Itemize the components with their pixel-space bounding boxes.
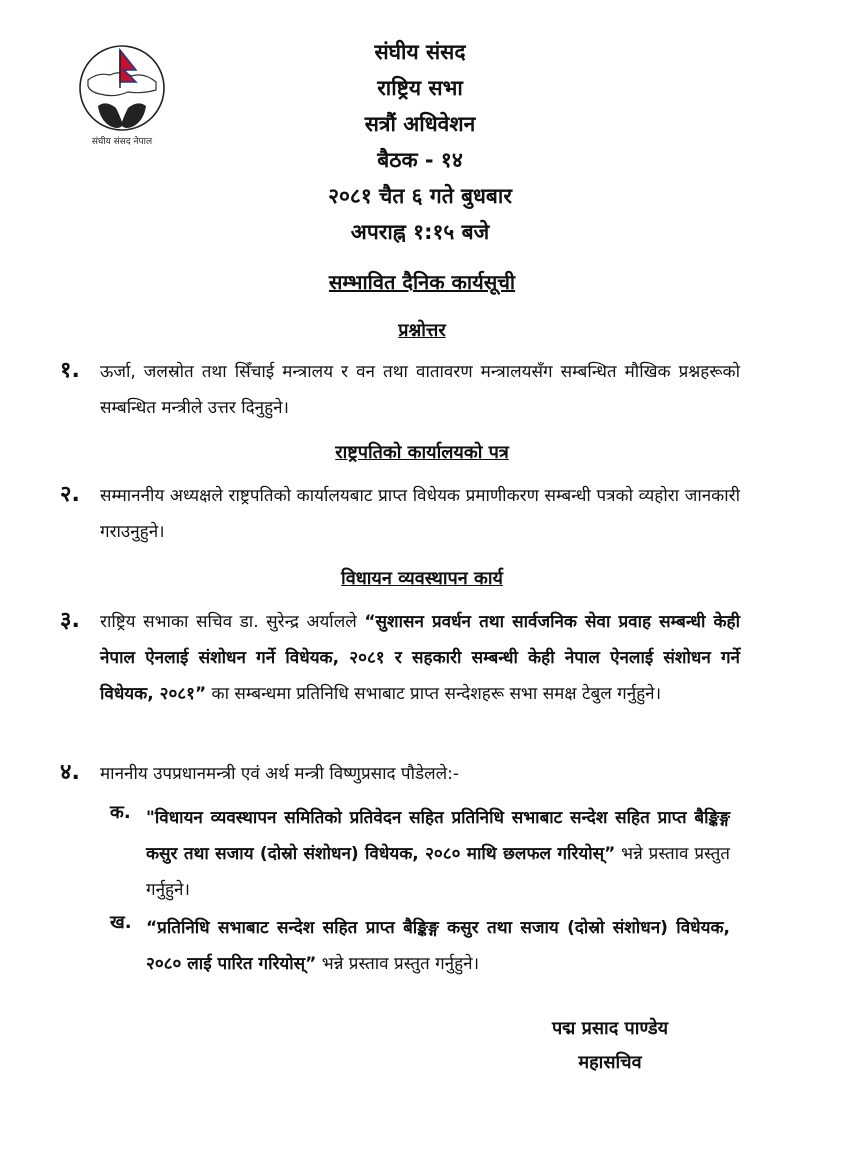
header-line-national-assembly: राष्ट्रिय सभा <box>377 76 463 100</box>
signatory-name: पद्म प्रसाद पाण्डेय <box>551 1018 669 1039</box>
document-header <box>200 34 640 250</box>
item-text-intro: राष्ट्रिय सभाका सचिव डा. सुरेन्द्र अर्यालले <box>100 612 365 632</box>
item-text: सम्माननीय अध्यक्षले राष्ट्रपतिको कार्यालयबाट प्राप्त विधेयक प्रमाणीकरण सम्बन्धी पत्रको व्यहोरा जानकारी गराउनुहुने। <box>100 486 740 542</box>
item-number: ४. <box>60 760 80 785</box>
header-line-session: सत्रौं अधिवेशन <box>364 112 476 136</box>
parliament-logo <box>76 42 168 152</box>
header-line-date: २०८१ चैत ६ गते बुधबार <box>328 184 512 208</box>
header-line-meeting: बैठक - १४ <box>377 148 463 172</box>
item-text: माननीय उपप्रधानमन्त्री एवं अर्थ मन्त्री विष्णुप्रसाद पौडेलले:- <box>100 764 460 784</box>
logo-caption: संघीय संसद नेपाल <box>91 137 153 147</box>
motion-text: "विधायन व्यवस्थापन समितिको प्रतिवेदन सहित प्रतिनिधि सभाबाट सन्देश सहित प्राप्त बैङ्किङ्ग कसुर तथा सजाय (दोस्रो संशोधन) विधेयक, २०८० माथि छलफल गरियोस्” <box>146 808 730 864</box>
bill-titles: “सुशासन प्रवर्धन तथा सार्वजनिक सेवा प्रवाह सम्बन्धी केही नेपाल ऐनलाई संशोधन गर्ने विधेयक, २०८१ र सहकारी सम्बन्धी केही नेपाल ऐनलाई संशोधन गर्ने विधेयक, २०८१” <box>100 612 740 704</box>
page-title: सम्भावित दैनिक कार्यसूची <box>328 270 516 294</box>
motion-text: “प्रतिनिधि सभाबाट सन्देश सहित प्राप्त बैङ्किङ्ग कसुर तथा सजाय (दोस्रो संशोधन) विधेयक, २०८० लाई पारित गरियोस्” <box>146 918 730 974</box>
header-line-time: अपराह्न १:१५ बजे <box>350 220 490 244</box>
section-heading-legislative-business: विधायन व्यवस्थापन कार्य <box>341 568 503 589</box>
item-number: १. <box>60 358 80 383</box>
item-text <box>100 604 740 712</box>
header-line-parliament: संघीय संसद <box>374 40 466 64</box>
subitem-text <box>146 800 730 908</box>
motion-outro: भन्ने प्रस्ताव प्रस्तुत गर्नुहुने। <box>316 954 480 974</box>
item-text-outro: का सम्बन्धमा प्रतिनिधि सभाबाट प्राप्त सन्देशहरू सभा समक्ष टेबुल गर्नुहुने। <box>206 684 662 704</box>
subitem-label: क. <box>110 802 131 823</box>
section-heading-presidents-office-letter: राष्ट्रपतिको कार्यालयको पत्र <box>335 442 509 463</box>
item-text: ऊर्जा, जलस्रोत तथा सिँचाई मन्त्रालय र वन तथा वातावरण मन्त्रालयसँग सम्बन्धित मौखिक प्रश्नहरूको सम्बन्धित मन्त्रीले उत्तर दिनुहुने। <box>100 362 740 418</box>
subitem-label: ख. <box>110 912 132 933</box>
item-number: ३. <box>60 608 80 633</box>
signature-block <box>500 1012 720 1080</box>
motion-outro: भन्ने प्रस्ताव प्रस्तुत गर्नुहुने। <box>146 844 731 900</box>
subitem-text <box>146 910 730 982</box>
signatory-title: महासचिव <box>578 1052 642 1073</box>
item-number: २. <box>60 482 80 507</box>
section-heading-questions: प्रश्नोत्तर <box>398 320 446 341</box>
